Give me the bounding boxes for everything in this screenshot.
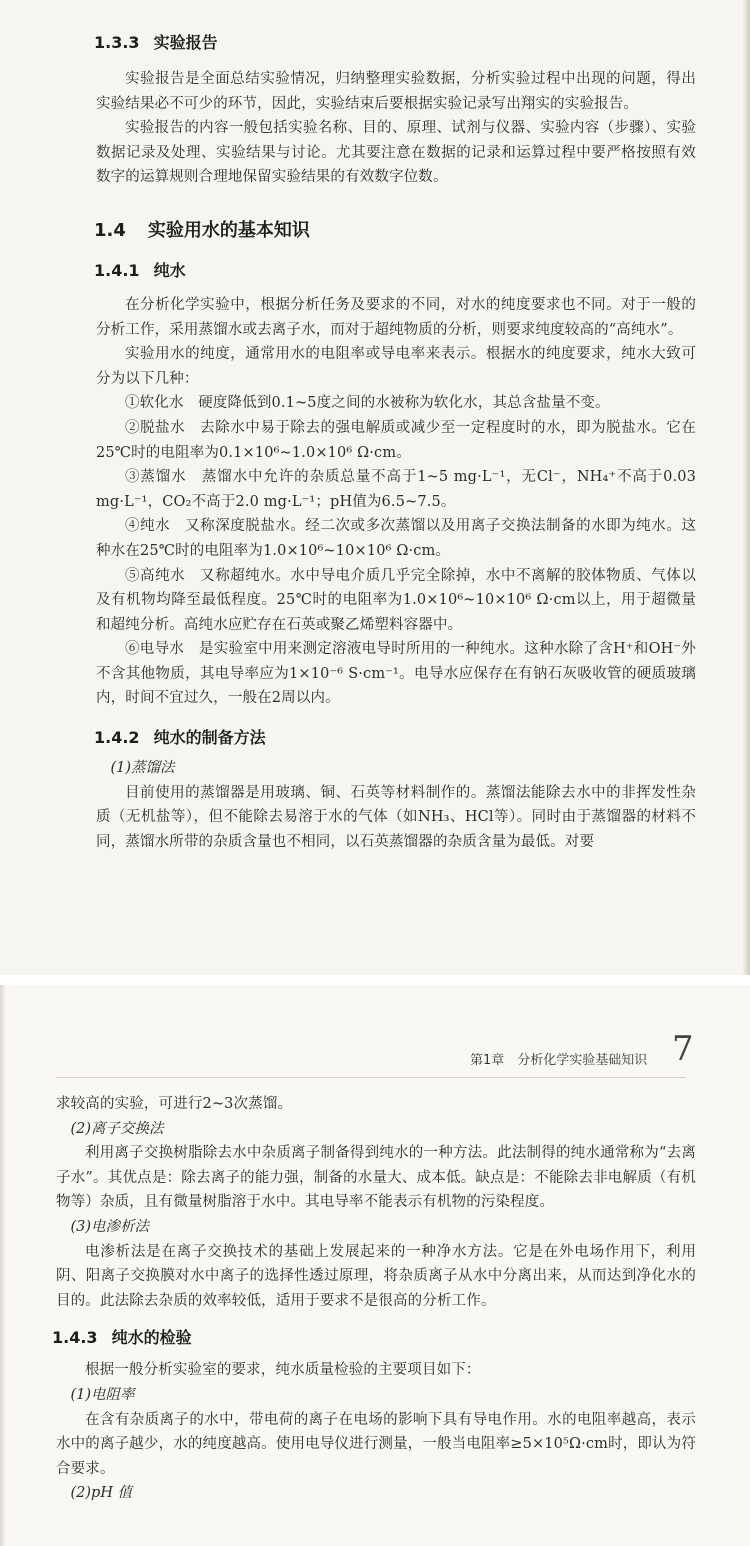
paragraph: 在分析化学实验中，根据分析任务及要求的不同，对水的纯度要求也不同。对于一般的分析工作，采用蒸馏水或去离子水，而对于超纯物质的分析，则要求纯度较高的“高纯水”。 (96, 296, 696, 338)
paragraph-continued: 求较高的实验，可进行2~3次蒸馏。 (56, 1096, 293, 1112)
subheading-electrodialysis: (3)电渗析法 (70, 1218, 150, 1235)
paragraph: 电渗析法是在离子交换技术的基础上发展起来的一种净水方法。它是在外电场作用下，利用阴、阳离子交换膜对水中离子的选择性透过原理，将杂质离子从水中分离出来，从而达到净化水的目的。此法除去杂质的效率较低，适用于要求不是很高的分析工作。 (56, 1243, 696, 1309)
list-item-distilled-water: ③蒸馏水 蒸馏水中允许的杂质总量不高于1~5 mg·L⁻¹，无Cl⁻，NH₄⁺不高于0.03 mg·L⁻¹，CO₂不高于2.0 mg·L⁻¹；pH值为6.5~7.5。 (96, 469, 696, 510)
subheading-ph-value: (2)pH 值 (70, 1485, 133, 1502)
section-heading-1-3-3 (94, 30, 696, 53)
list-item-high-purity-water: ⑤高纯水 又称超纯水。水中导电介质几乎完全除掉，水中不离解的胶体物质、气体以及有机物均降至最低程度。25℃时的电阻率为1.0×10⁶~10×10⁶ Ω·cm以上，用于超微量和超纯分析。高纯水应贮存在石英或聚乙烯塑料容器中。 (96, 567, 696, 633)
section-heading-1-4-3 (52, 1325, 696, 1348)
subheading-distillation: (1)蒸馏法 (110, 760, 175, 777)
paragraph: 根据一般分析实验室的要求，纯水质量检验的主要项目如下： (85, 1362, 481, 1379)
section-number: 1.4 (94, 219, 126, 241)
section-number: 1.4.3 (52, 1328, 98, 1348)
page-content (52, 1092, 696, 1506)
section-title: 纯水的检验 (111, 1328, 192, 1348)
paragraph: 在含有杂质离子的水中，带电荷的离子在电场的影响下具有导电作用。水的电阻率越高，表示水中的离子越少，水的纯度越高。使用电导仪进行测量，一般当电阻率≥5×10⁵Ω·cm时，即认为符合要求。 (56, 1411, 696, 1477)
section-title: 纯水的制备方法 (153, 728, 266, 748)
section-number: 1.4.2 (94, 728, 140, 748)
running-header (0, 985, 750, 1085)
page-content (96, 30, 696, 854)
paragraph: 利用离子交换树脂除去水中杂质离子制备得到纯水的一种方法。此法制得的纯水通常称为“去离子水”。其优点是：除去离子的能力强，制备的水量大、成本低。缺点是：不能除去非电解质（有机物等）杂质，且有微量树脂溶于水中。其电导率不能表示有机物的污染程度。 (56, 1145, 696, 1211)
subheading-ion-exchange: (2)离子交换法 (70, 1120, 164, 1137)
section-heading-1-4 (94, 216, 696, 242)
paragraph: 实验用水的纯度，通常用水的电阻率或导电率来表示。根据水的纯度要求，纯水大致可分为以下几种： (96, 346, 696, 387)
page-gap (0, 975, 750, 985)
header-rule (56, 1077, 686, 1078)
book-page-lower (0, 985, 750, 1546)
section-heading-1-4-1 (94, 258, 696, 281)
list-item-pure-water: ④纯水 又称深度脱盐水。经二次或多次蒸馏以及用离子交换法制备的水即为纯水。这种水在25℃时的电阻率为1.0×10⁶~10×10⁶ Ω·cm。 (96, 518, 696, 559)
section-number: 1.4.1 (94, 260, 140, 280)
subheading-resistivity: (1)电阻率 (70, 1386, 135, 1403)
list-item-desalted-water: ②脱盐水 去除水中易于除去的强电解质或减少至一定程度时的水，即为脱盐水。它在25℃时的电阻率为0.1×10⁶~1.0×10⁶ Ω·cm。 (96, 419, 696, 461)
page-number: 7 (672, 1029, 694, 1069)
paragraph: 实验报告是全面总结实验情况，归纳整理实验数据，分析实验过程中出现的问题，得出实验结果必不可少的环节，因此，实验结束后要根据实验记录写出翔实的实验报告。 (96, 71, 696, 112)
paragraph: 实验报告的内容一般包括实验名称、目的、原理、试剂与仪器、实验内容（步骤）、实验数据记录及处理、实验结果与讨论。尤其要注意在数据的记录和运算过程中要严格按照有效数字的运算规则合理地保留实验结果的有效数字位数。 (96, 120, 696, 186)
chapter-header-text: 第1章 分析化学实验基础知识 (470, 1053, 648, 1068)
section-title: 纯水 (153, 260, 186, 280)
section-title: 实验用水的基本知识 (147, 219, 310, 241)
list-item-conductivity-water: ⑥电导水 是实验室中用来测定溶液电导时所用的一种纯水。这种水除了含H⁺和OH⁻外不含其他物质，其电导率应为1×10⁻⁶ S·cm⁻¹。电导水应保存在有钠石灰吸收管的硬质玻璃内，时间不宜过久，一般在2周以内。 (96, 641, 696, 707)
page-edge-shadow (742, 0, 750, 975)
section-heading-1-4-2 (94, 725, 696, 748)
list-item-softened-water: ①软化水 硬度降低到0.1~5度之间的水被称为软化水，其总含盐量不变。 (125, 395, 610, 412)
section-title: 实验报告 (153, 33, 218, 52)
section-number: 1.3.3 (94, 33, 140, 52)
paragraph: 目前使用的蒸馏器是用玻璃、铜、石英等材料制作的。蒸馏法能除去水中的非挥发性杂质（无机盐等），但不能除去易溶于水的气体（如NH₃、HCl等）。同时由于蒸馏器的材料不同，蒸馏水所带的杂质含量也不相同，以石英蒸馏器的杂质含量为最低。对要 (96, 784, 696, 850)
